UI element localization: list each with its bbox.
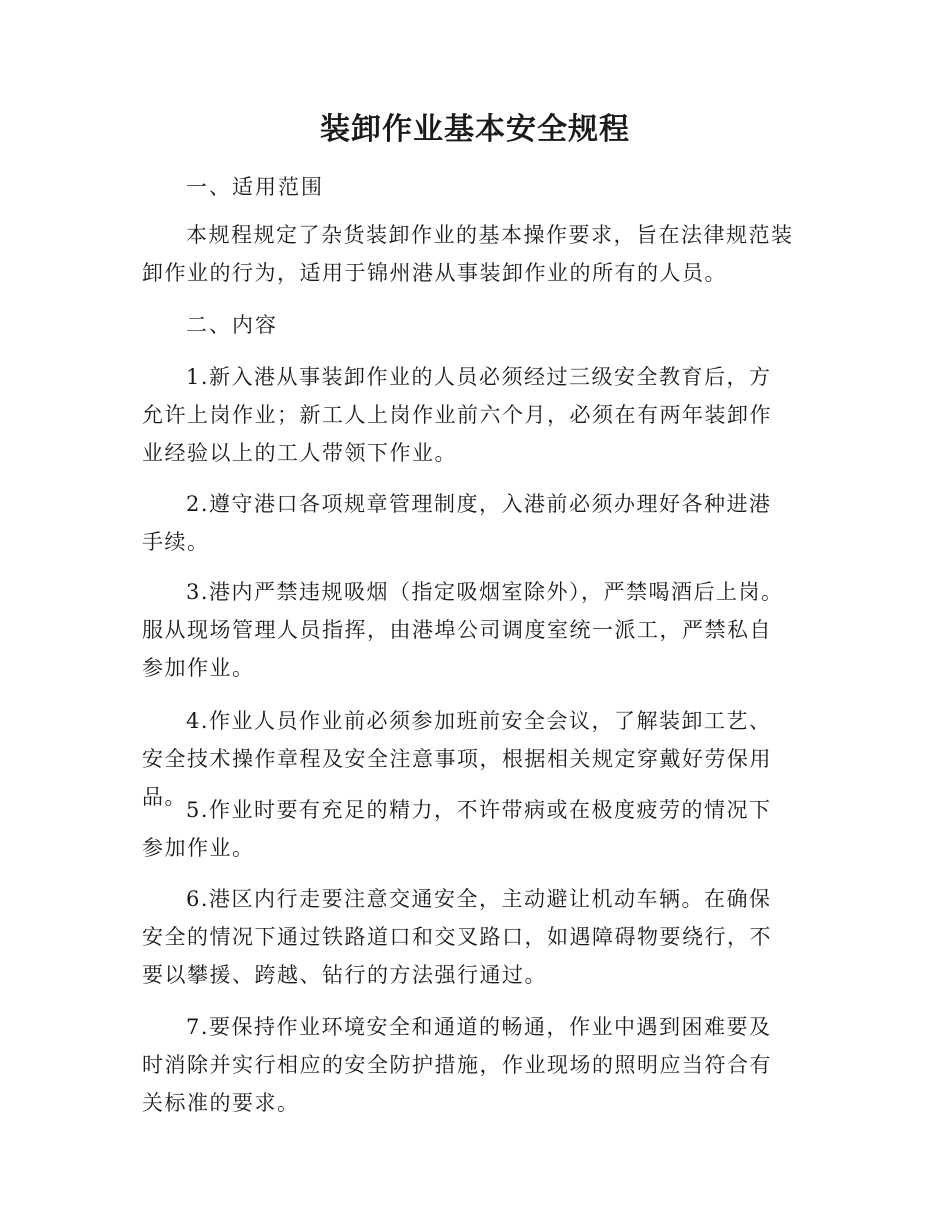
- content-item-3: 3.港内严禁违规吸烟（指定吸烟室除外），严禁喝酒后上岗。服从现场管理人员指挥，由港埠公司调度室统一派工，严禁私自参加作业。: [142, 580, 784, 680]
- content-item-6: 6.港区内行走要注意交通安全，主动避让机动车辆。在确保安全的情况下通过铁路道口和交叉路口，如遇障碍物要绕行，不要以攀援、跨越、钻行的方法强行通过。: [142, 887, 772, 987]
- section-heading-content: 二、内容: [186, 313, 278, 337]
- document-title: 装卸作业基本安全规程: [320, 112, 630, 147]
- scope-paragraph: 本规程规定了杂货装卸作业的基本操作要求，旨在法律规范装卸作业的行为，适用于锦州港从事装卸作业的所有的人员。: [142, 223, 794, 285]
- content-item-5: 5.作业时要有充足的精力，不许带病或在极度疲劳的情况下参加作业。: [142, 798, 772, 860]
- content-item-7: 7.要保持作业环境安全和通道的畅通，作业中遇到困难要及时消除并实行相应的安全防护措施，作业现场的照明应当符合有关标准的要求。: [142, 1015, 772, 1115]
- content-item-2: 2.遵守港口各项规章管理制度，入港前必须办理好各种进港手续。: [142, 492, 772, 554]
- content-item-1: 1.新入港从事装卸作业的人员必须经过三级安全教育后，方允许上岗作业；新工人上岗作业前六个月，必须在有两年装卸作业经验以上的工人带领下作业。: [142, 365, 772, 465]
- content-item-4: 4.作业人员作业前必须参加班前安全会议，了解装卸工艺、安全技术操作章程及安全注意事项，根据相关规定穿戴好劳保用品。: [142, 709, 772, 809]
- section-heading-scope: 一、适用范围: [186, 175, 324, 199]
